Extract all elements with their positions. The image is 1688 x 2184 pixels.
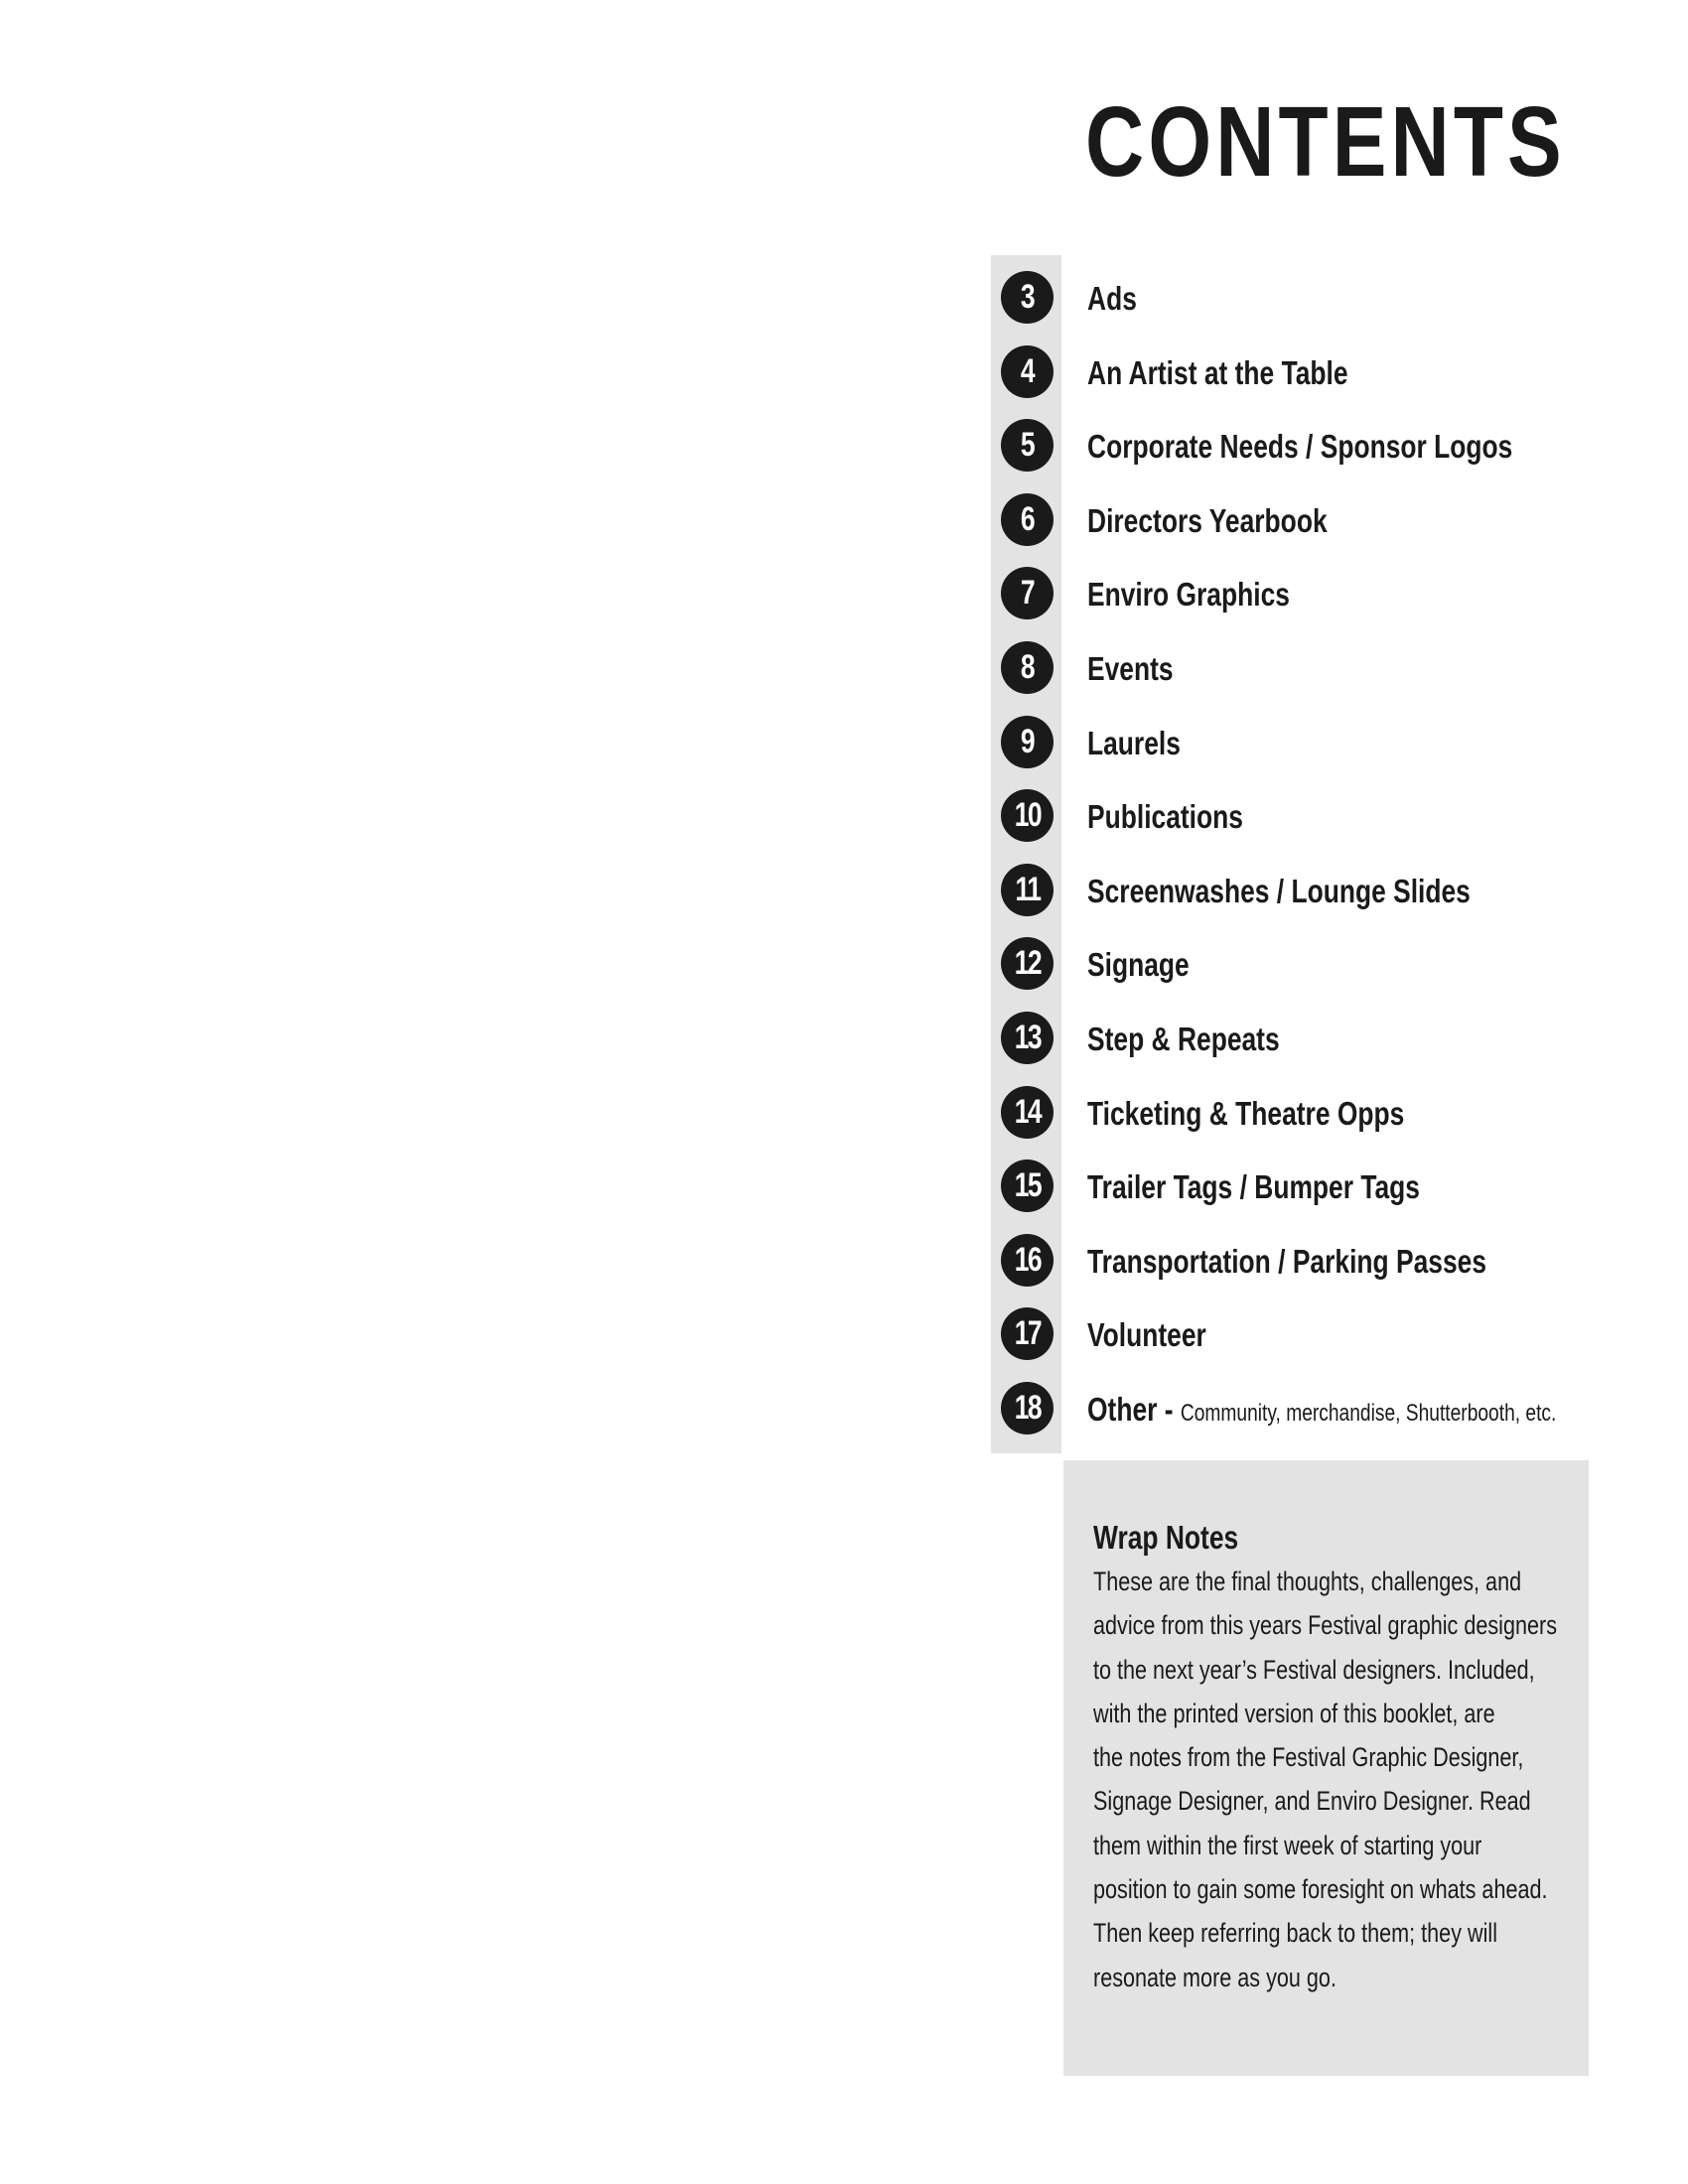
page-number-badge: 16 — [1001, 1234, 1054, 1287]
wrap-notes-body — [1093, 1560, 1562, 1999]
page-number-badge: 11 — [1001, 864, 1054, 916]
wrap-notes-line: Signage Designer, and Enviro Designer. Read — [1093, 1786, 1531, 1817]
wrap-notes-title: Wrap Notes — [1093, 1519, 1239, 1556]
toc-item-directors-yearbook[interactable] — [1001, 493, 1636, 549]
page-number-badge: 5 — [1001, 419, 1054, 472]
toc-item-label: Publications — [1087, 798, 1243, 836]
toc-item-transportation[interactable] — [1001, 1234, 1636, 1290]
page-number-badge: 10 — [1001, 789, 1054, 842]
toc-item-events[interactable] — [1001, 641, 1636, 697]
toc-item-label: Corporate Needs / Sponsor Logos — [1087, 428, 1513, 466]
toc-item-label: Signage — [1087, 946, 1190, 984]
toc-item-label — [1087, 1390, 1556, 1433]
toc-item-label: An Artist at the Table — [1087, 353, 1348, 391]
page-number-badge: 9 — [1001, 716, 1054, 768]
page-number-badge: 6 — [1001, 493, 1054, 546]
toc-item-label: Trailer Tags / Bumper Tags — [1087, 1168, 1420, 1206]
toc-item-label: Laurels — [1087, 724, 1181, 761]
toc-item-publications[interactable] — [1001, 789, 1636, 845]
wrap-notes-line: resonate more as you go. — [1093, 1962, 1336, 1992]
toc-item-corporate-needs[interactable] — [1001, 419, 1636, 475]
page-number-badge: 7 — [1001, 567, 1054, 619]
toc-item-other[interactable] — [1001, 1382, 1636, 1437]
toc-item-label: Ads — [1087, 280, 1137, 317]
page-number-badge: 17 — [1001, 1307, 1054, 1360]
toc-item-volunteer[interactable] — [1001, 1307, 1636, 1363]
page-number-badge: 8 — [1001, 641, 1054, 694]
toc-item-screenwashes[interactable] — [1001, 864, 1636, 919]
page-number-badge: 14 — [1001, 1086, 1054, 1139]
toc-item-label: Transportation / Parking Passes — [1087, 1242, 1487, 1280]
toc-item-laurels[interactable] — [1001, 716, 1636, 771]
wrap-notes-line: with the printed version of this booklet, are — [1093, 1698, 1495, 1728]
toc-item-label: Events — [1087, 650, 1174, 687]
toc-item-label: Volunteer — [1087, 1316, 1206, 1354]
toc-item-step-and-repeats[interactable] — [1001, 1012, 1636, 1067]
wrap-notes-box — [1063, 1460, 1589, 2076]
toc-item-signage[interactable] — [1001, 937, 1636, 993]
toc-item-label: Enviro Graphics — [1087, 576, 1290, 614]
toc-item-enviro-graphics[interactable] — [1001, 567, 1636, 622]
toc-item-ads[interactable] — [1001, 271, 1636, 327]
page-number-badge: 12 — [1001, 937, 1054, 990]
page-number-badge: 3 — [1001, 271, 1054, 324]
wrap-notes-line: These are the final thoughts, challenges, and — [1093, 1567, 1522, 1596]
toc-item-label: Ticketing & Theatre Opps — [1087, 1094, 1405, 1132]
toc-item-label: Screenwashes / Lounge Slides — [1087, 872, 1471, 909]
wrap-notes-line: the notes from the Festival Graphic Designer, — [1093, 1742, 1524, 1773]
wrap-notes-line: them within the first week of starting your — [1093, 1830, 1482, 1860]
wrap-notes-line: advice from this years Festival graphic designers — [1093, 1610, 1557, 1641]
page-number-badge: 4 — [1001, 345, 1054, 398]
page-number-badge: 18 — [1001, 1382, 1054, 1434]
wrap-notes-line: to the next year’s Festival designers. Included, — [1093, 1654, 1535, 1685]
toc-item-ticketing[interactable] — [1001, 1086, 1636, 1142]
page-number-badge: 13 — [1001, 1012, 1054, 1064]
page-number-badge: 15 — [1001, 1160, 1054, 1212]
toc-item-label: Directors Yearbook — [1087, 501, 1328, 539]
toc-item-artist-at-the-table[interactable] — [1001, 345, 1636, 401]
toc-item-trailer-tags[interactable] — [1001, 1160, 1636, 1215]
toc-item-note: Community, merchandise, Shutterbooth, etc. — [1180, 1400, 1557, 1427]
toc-item-label-main: Other - — [1087, 1391, 1181, 1428]
toc-item-label: Step & Repeats — [1087, 1021, 1280, 1057]
page-title: CONTENTS — [1085, 86, 1566, 198]
wrap-notes-line: position to gain some foresight on whats ahead. — [1093, 1874, 1548, 1905]
wrap-notes-line: Then keep referring back to them; they will — [1093, 1918, 1497, 1949]
